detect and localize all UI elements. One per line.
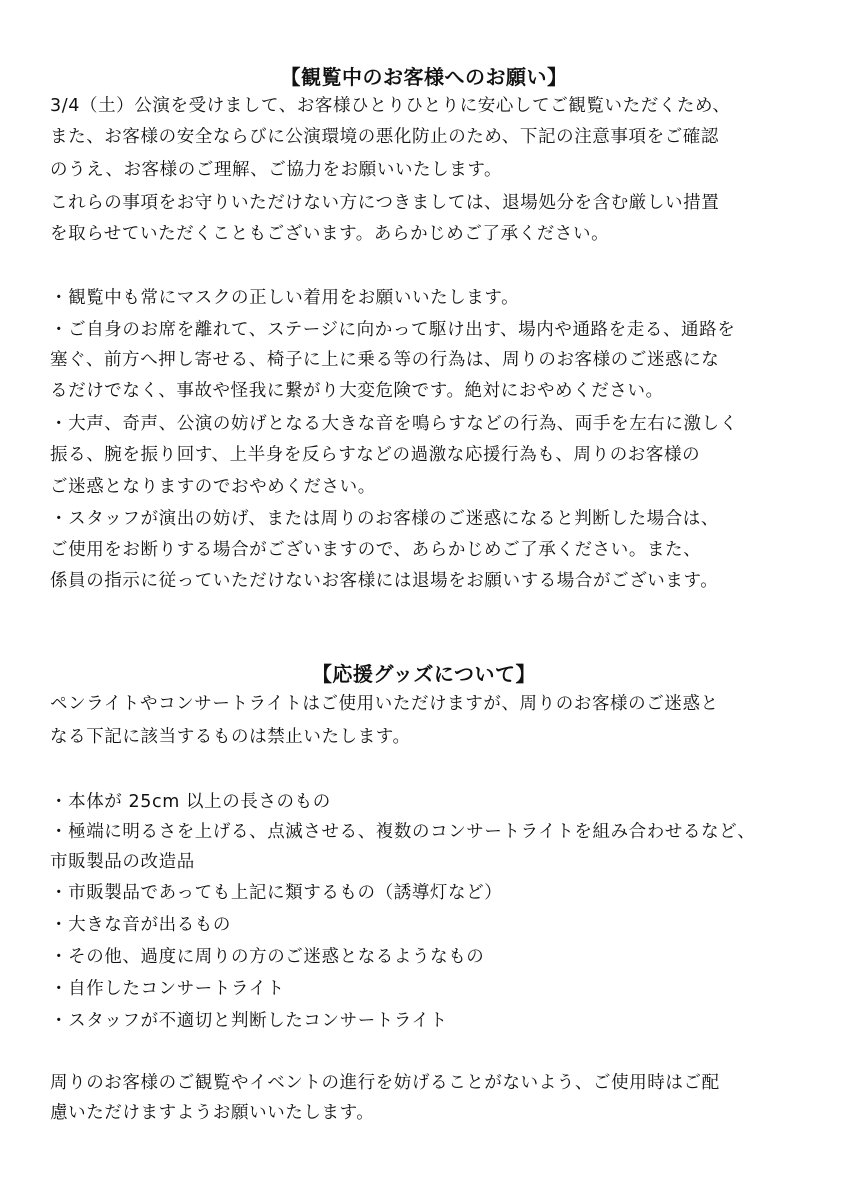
section1-intro-line: のうえ、お客様のご理解、ご協力をお願いいたします。 xyxy=(50,160,503,180)
section1-rule-line: るだけでなく、事故や怪我に繋がり大変危険です。絶対におやめください。 xyxy=(50,381,664,401)
section2-item-line: ・本体が 25cm 以上の長さのもの xyxy=(50,792,331,812)
section2-item-line: ・市販製品であっても上記に類するもの（誘導灯など） xyxy=(50,883,503,903)
section2-item-line: 市販製品の改造品 xyxy=(50,852,195,872)
section1-intro-line: を取らせていただくこともございます。あらかじめご了承ください。 xyxy=(50,224,610,244)
section1-rule-line: ご迷惑となりますのでおやめください。 xyxy=(50,477,376,497)
section1-rule-line: 塞ぐ、前方へ押し寄せる、椅子に上に乗る等の行為は、周りのお客様のご迷惑にな xyxy=(50,350,720,370)
section1-rule-line: 振る、腕を振り回す、上半身を反らすなどの過激な応援行為も、周りのお客様の xyxy=(50,445,701,465)
section1-rule-line: ご使用をお断りする場合がございますので、あらかじめご了承ください。また、 xyxy=(50,540,702,560)
section1-intro-line: また、お客様の安全ならびに公演環境の悪化防止のため、下記の注意事項をご確認 xyxy=(50,127,719,147)
section1-intro-line: これらの事項をお守りいただけない方につきましては、退場処分を含む厳しい措置 xyxy=(50,193,720,213)
section1-heading: 【観覧中のお客様へのお願い】 xyxy=(280,65,568,89)
section2-closing-line: 周りのお客様のご観覧やイベントの進行を妨げることがないよう、ご使用時はご配 xyxy=(50,1073,720,1093)
section2-intro-line: なる下記に該当するものは禁止いたします。 xyxy=(50,727,411,747)
section1-intro-line: 3/4（土）公演を受けまして、お客様ひとりひとりに安心してご観覧いただくため、 xyxy=(50,96,731,116)
section1-rule-line: ・スタッフが演出の妨げ、または周りのお客様のご迷惑になると判断した場合は、 xyxy=(50,509,719,529)
section2-heading: 【応援グッズについて】 xyxy=(311,662,537,686)
section2-item-line: ・大きな音が出るもの xyxy=(50,915,231,935)
section2-item-line: ・極端に明るさを上げる、点滅させる、複数のコンサートライトを組み合わせるなど、 xyxy=(50,822,756,842)
section2-closing-line: 慮いただけますようお願いいたします。 xyxy=(50,1103,375,1123)
section2-intro-line: ペンライトやコンサートライトはご使用いただけますが、周りのお客様のご迷惑と xyxy=(50,694,719,714)
section1-rule-line: ・観覧中も常にマスクの正しい着用をお願いいたします。 xyxy=(50,288,520,308)
section2-item-line: ・スタッフが不適切と判断したコンサートライト xyxy=(50,1011,448,1031)
section1-rule-line: ・ご自身のお席を離れて、ステージに向かって駆け出す、場内や通路を走る、通路を xyxy=(50,320,736,340)
section2-item-line: ・その他、過度に周りの方のご迷惑となるようなもの xyxy=(50,947,485,967)
section1-rule-line: ・大声、奇声、公演の妨げとなる大きな音を鳴らすなどの行為、両手を左右に激しく xyxy=(50,414,738,434)
section2-item-line: ・自作したコンサートライト xyxy=(50,979,285,999)
section1-rule-line: 係員の指示に従っていただけないお客様には退場をお願いする場合がございます。 xyxy=(50,571,719,591)
